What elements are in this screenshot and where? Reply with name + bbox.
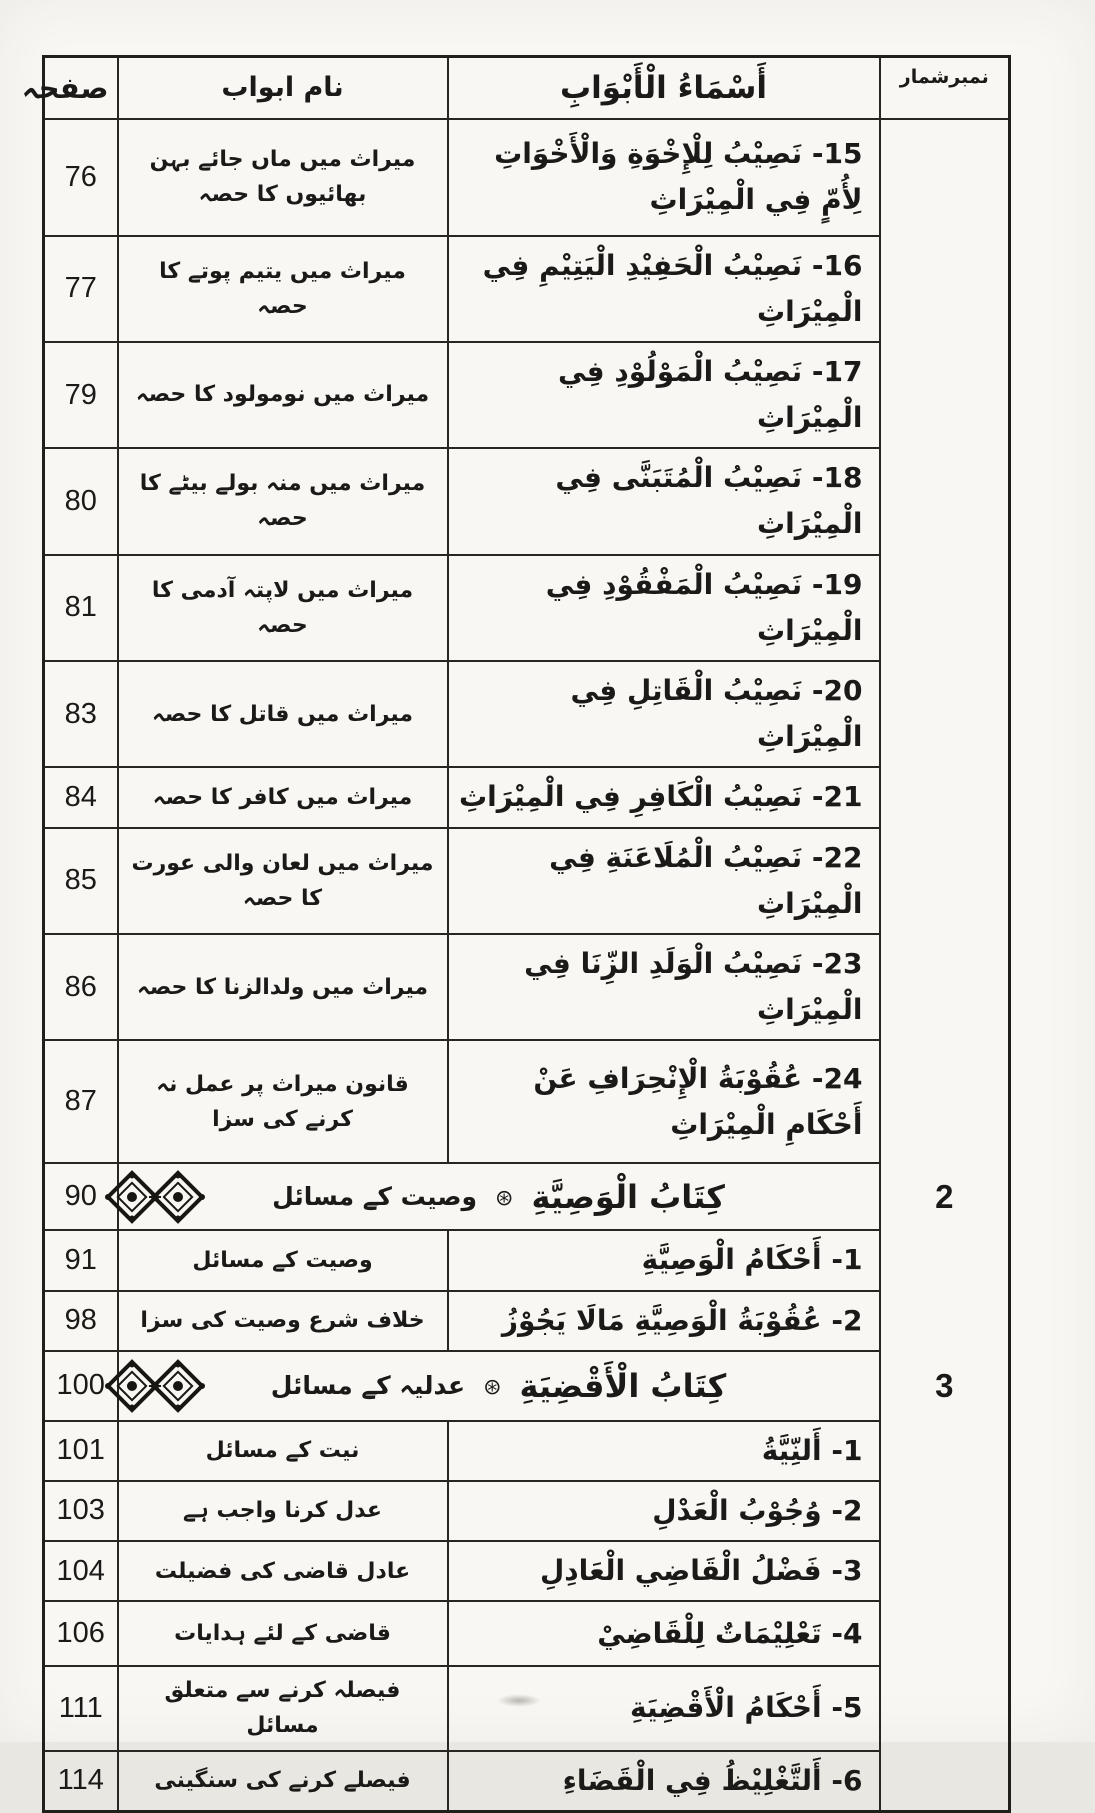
section-title <box>272 1178 725 1216</box>
toc-entry-row <box>44 1421 1010 1481</box>
page-number: 103 <box>44 1481 118 1541</box>
chapter-name-arabic: 4- تَعْلِيْمَاتٌ لِلْقَاضِيْ <box>448 1601 880 1666</box>
toc-section-row <box>44 1351 1010 1421</box>
page-number: 98 <box>44 1291 118 1351</box>
chapter-name-arabic: 3- فَضْلُ الْقَاضِي الْعَادِلِ <box>448 1541 880 1601</box>
toc-entry-row <box>44 934 1010 1040</box>
chapter-name-arabic: 2- عُقُوْبَةُ الْوَصِيَّةِ مَالَا يَجُوْزُ <box>448 1291 880 1351</box>
header-serial-column: نمبرشمار <box>880 57 1010 119</box>
toc-entry-row <box>44 1230 1010 1290</box>
section-title-cell <box>118 1163 880 1230</box>
toc-entry-row <box>44 767 1010 827</box>
chapter-name-urdu: فیصلے کرنے کی سنگینی <box>118 1751 448 1812</box>
chapter-name-urdu: نیت کے مسائل <box>118 1421 448 1481</box>
scan-artifact <box>497 1694 541 1707</box>
chapter-name-urdu: فیصلہ کرنے سے متعلق مسائل <box>118 1666 448 1750</box>
serial-empty-cell <box>880 1421 1010 1481</box>
page-number: 91 <box>44 1230 118 1290</box>
toc-entry-row <box>44 236 1010 342</box>
chapter-name-arabic: 20- نَصِيْبُ الْقَاتِلِ فِي الْمِيْرَاثِ <box>448 661 880 767</box>
page-number: 104 <box>44 1541 118 1601</box>
chapter-name-arabic: 17- نَصِيْبُ الْمَوْلُوْدِ فِي الْمِيْرَاثِ <box>448 342 880 448</box>
serial-empty-cell <box>880 1601 1010 1666</box>
section-title-arabic: كِتَابُ الْوَصِيَّةِ <box>531 1177 725 1216</box>
page-number: 106 <box>44 1601 118 1666</box>
chapter-name-arabic: 16- نَصِيْبُ الْحَفِيْدِ الْيَتِيْمِ فِي الْمِيْرَاثِ <box>448 236 880 342</box>
toc-entry-row <box>44 828 1010 934</box>
serial-empty-cell <box>880 1751 1010 1812</box>
section-title-cell <box>118 1351 880 1421</box>
chapter-name-urdu: میراث میں قاتل کا حصہ <box>118 661 448 767</box>
toc-entry-row <box>44 555 1010 661</box>
section-title-urdu: عدلیہ کے مسائل <box>270 1371 466 1401</box>
serial-empty-cell <box>880 828 1010 934</box>
chapter-name-urdu: میراث میں ماں جائے بہن بھائیوں کا حصہ <box>118 119 448 236</box>
page-number: 101 <box>44 1421 118 1481</box>
arabesque-ornament-icon <box>103 1170 207 1224</box>
toc-entry-row <box>44 342 1010 448</box>
page-number: 77 <box>44 236 118 342</box>
serial-empty-cell <box>880 1666 1010 1750</box>
toc-entry-row <box>44 448 1010 554</box>
book-serial-number: 3 <box>880 1351 1010 1421</box>
serial-empty-cell <box>880 448 1010 554</box>
chapter-name-arabic: 18- نَصِيْبُ الْمُتَبَنَّى فِي الْمِيْرَاثِ <box>448 448 880 554</box>
chapter-name-arabic: 15- نَصِيْبُ لِلْإِخْوَةِ وَالْأَخْوَاتِ لِأُمٍّ فِي الْمِيْرَاثِ <box>448 119 880 236</box>
chapter-name-urdu: قانون میراث پر عمل نہ کرنے کی سزا <box>118 1040 448 1163</box>
page-number: 81 <box>44 555 118 661</box>
chapter-name-urdu: عدل کرنا واجب ہے <box>118 1481 448 1541</box>
book-serial-number: 2 <box>880 1163 1010 1230</box>
serial-empty-cell <box>880 1040 1010 1163</box>
page-number: 85 <box>44 828 118 934</box>
serial-empty-cell <box>880 236 1010 342</box>
chapter-name-arabic: 1- أَلنِّيَّةُ <box>448 1421 880 1481</box>
toc-section-row <box>44 1163 1010 1230</box>
toc-table <box>21 55 1011 1813</box>
page-number: 114 <box>44 1751 118 1812</box>
page-number: 100 <box>44 1351 118 1421</box>
serial-empty-cell <box>880 1481 1010 1541</box>
chapter-name-arabic: 19- نَصِيْبُ الْمَفْقُوْدِ فِي الْمِيْرَاثِ <box>448 555 880 661</box>
chapter-name-urdu: خلاف شرع وصیت کی سزا <box>118 1291 448 1351</box>
serial-empty-cell <box>880 342 1010 448</box>
page-number: 111 <box>44 1666 118 1750</box>
header-urdu-column: نام ابواب <box>118 57 448 119</box>
section-title-arabic: كِتَابُ الْأَقْضِيَةِ <box>519 1366 727 1405</box>
section-title-urdu: وصیت کے مسائل <box>272 1182 478 1212</box>
chapter-name-urdu: میراث میں یتیم پوتے کا حصہ <box>118 236 448 342</box>
rub-el-hizb-icon: ⊛ <box>483 1374 502 1400</box>
toc-entry-row <box>44 119 1010 236</box>
toc-entry-row <box>44 1541 1010 1601</box>
serial-empty-cell <box>880 767 1010 827</box>
chapter-name-urdu: میراث میں نومولود کا حصہ <box>118 342 448 448</box>
chapter-name-arabic: 5- أَحْكَامُ الْأَقْضِيَةِ <box>448 1666 880 1750</box>
serial-empty-cell <box>880 119 1010 236</box>
chapter-name-arabic: 23- نَصِيْبُ الْوَلَدِ الزِّنَا فِي الْمِيْرَاثِ <box>448 934 880 1040</box>
chapter-name-urdu: میراث میں لعان والی عورت کا حصہ <box>118 828 448 934</box>
chapter-name-urdu: میراث میں ولدالزنا کا حصہ <box>118 934 448 1040</box>
header-page-column: صفحہ <box>44 57 118 119</box>
toc-entry-row <box>44 1040 1010 1163</box>
toc-entry-row <box>44 1666 1010 1750</box>
serial-empty-cell <box>880 661 1010 767</box>
page-number: 76 <box>44 119 118 236</box>
page-number: 84 <box>44 767 118 827</box>
serial-empty-cell <box>880 1541 1010 1601</box>
page-number: 83 <box>44 661 118 767</box>
chapter-name-arabic: 6- أَلتَّغْلِيْظُ فِي الْقَضَاءِ <box>448 1751 880 1812</box>
page-number: 90 <box>44 1163 118 1230</box>
toc-entry-row <box>44 661 1010 767</box>
chapter-name-arabic: 22- نَصِيْبُ الْمُلَاعَنَةِ فِي الْمِيْرَاثِ <box>448 828 880 934</box>
toc-header-row <box>44 57 1010 119</box>
chapter-name-urdu: عادل قاضی کی فضیلت <box>118 1541 448 1601</box>
serial-empty-cell <box>880 934 1010 1040</box>
header-arabic-column: أَسْمَاءُ الْأَبْوَابِ <box>448 57 880 119</box>
chapter-name-arabic: 24- عُقُوْبَةُ الْإِنْحِرَافِ عَنْ أَحْكَامِ الْمِيْرَاثِ <box>448 1040 880 1163</box>
chapter-name-urdu: میراث میں منہ بولے بیٹے کا حصہ <box>118 448 448 554</box>
toc-entry-row <box>44 1291 1010 1351</box>
toc-entry-row <box>44 1751 1010 1812</box>
section-title <box>271 1367 727 1405</box>
toc-entry-row <box>44 1481 1010 1541</box>
chapter-name-urdu: وصیت کے مسائل <box>118 1230 448 1290</box>
page-number: 80 <box>44 448 118 554</box>
page-number: 86 <box>44 934 118 1040</box>
page-number: 79 <box>44 342 118 448</box>
rub-el-hizb-icon: ⊛ <box>495 1185 514 1211</box>
serial-empty-cell <box>880 1291 1010 1351</box>
chapter-name-arabic: 2- وُجُوْبُ الْعَدْلِ <box>448 1481 880 1541</box>
serial-empty-cell <box>880 1230 1010 1290</box>
arabesque-ornament-icon <box>103 1359 207 1413</box>
chapter-name-arabic: 21- نَصِيْبُ الْكَافِرِ فِي الْمِيْرَاثِ <box>448 767 880 827</box>
serial-empty-cell <box>880 555 1010 661</box>
chapter-name-urdu: میراث میں لاپتہ آدمی کا حصہ <box>118 555 448 661</box>
toc-entry-row <box>44 1601 1010 1666</box>
chapter-name-arabic: 1- أَحْكَامُ الْوَصِيَّةِ <box>448 1230 880 1290</box>
page-number: 87 <box>44 1040 118 1163</box>
chapter-name-urdu: میراث میں کافر کا حصہ <box>118 767 448 827</box>
chapter-name-urdu: قاضی کے لئے ہدایات <box>118 1601 448 1666</box>
